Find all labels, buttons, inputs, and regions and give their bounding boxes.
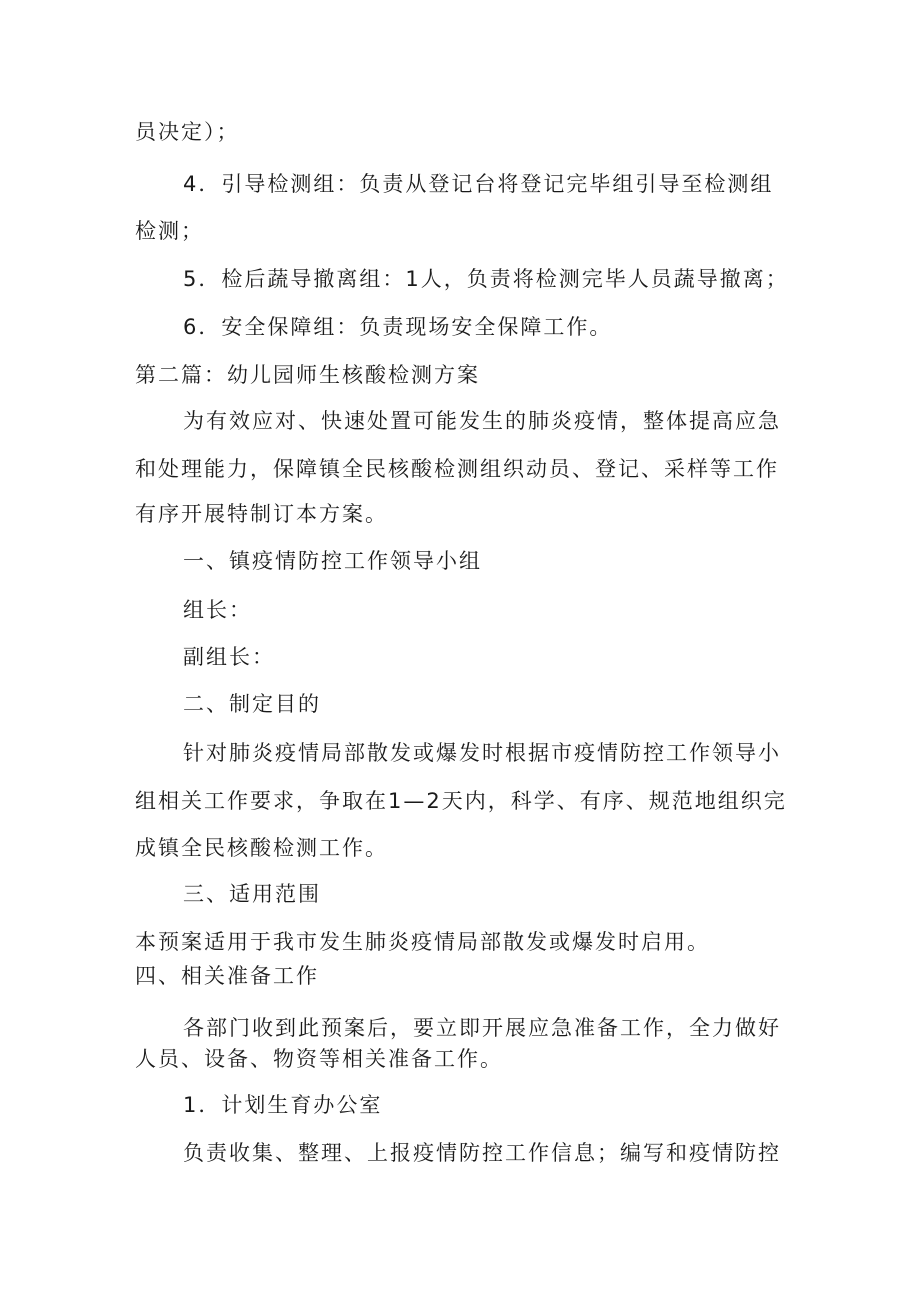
- text-line: 负责收集、整理、上报疫情防控工作信息；编写和疫情防控: [183, 1141, 781, 1165]
- text-line: 各部门收到此预案后，要立即开展应急准备工作，全力做好: [183, 1016, 781, 1040]
- text-line: 检测；: [135, 219, 204, 243]
- text-line: 副组长：: [183, 645, 275, 669]
- text-line: 针对肺炎疫情局部散发或爆发时根据市疫情防控工作领导小: [183, 741, 781, 765]
- subsection-heading: 四、相关准备工作: [135, 964, 319, 988]
- text-line: 员决定）；: [135, 120, 240, 144]
- text-line: 和处理能力，保障镇全民核酸检测组织动员、登记、采样等工作: [135, 457, 779, 481]
- text-line: 有序开展特制订本方案。: [135, 502, 388, 526]
- text-line: 5．检后蔬导撤离组：1人，负责将检测完毕人员蔬导撤离；: [183, 267, 789, 291]
- text-line: 本预案适用于我市发生肺炎疫情局部散发或爆发时启用。: [135, 930, 710, 954]
- text-line: 为有效应对、快速处置可能发生的肺炎疫情，整体提高应急: [183, 409, 781, 433]
- section-heading: 第二篇：幼儿园师生核酸检测方案: [135, 363, 480, 387]
- subsection-heading: 三、适用范围: [183, 882, 321, 906]
- text-line: 成镇全民核酸检测工作。: [135, 836, 388, 860]
- subsection-heading: 1．计划生育办公室: [183, 1093, 383, 1117]
- text-line: 6．安全保障组：负责现场安全保障工作。: [183, 315, 613, 339]
- subsection-heading: 一、镇疫情防控工作领导小组: [183, 549, 482, 573]
- text-line: 4．引导检测组：负责从登记台将登记完毕组引导至检测组: [183, 172, 774, 196]
- text-line: 组长：: [183, 598, 252, 622]
- text-line: 组相关工作要求，争取在1—2天内，科学、有序、规范地组织完: [135, 789, 787, 813]
- text-line: 人员、设备、物资等相关准备工作。: [135, 1047, 503, 1071]
- subsection-heading: 二、制定目的: [183, 692, 321, 716]
